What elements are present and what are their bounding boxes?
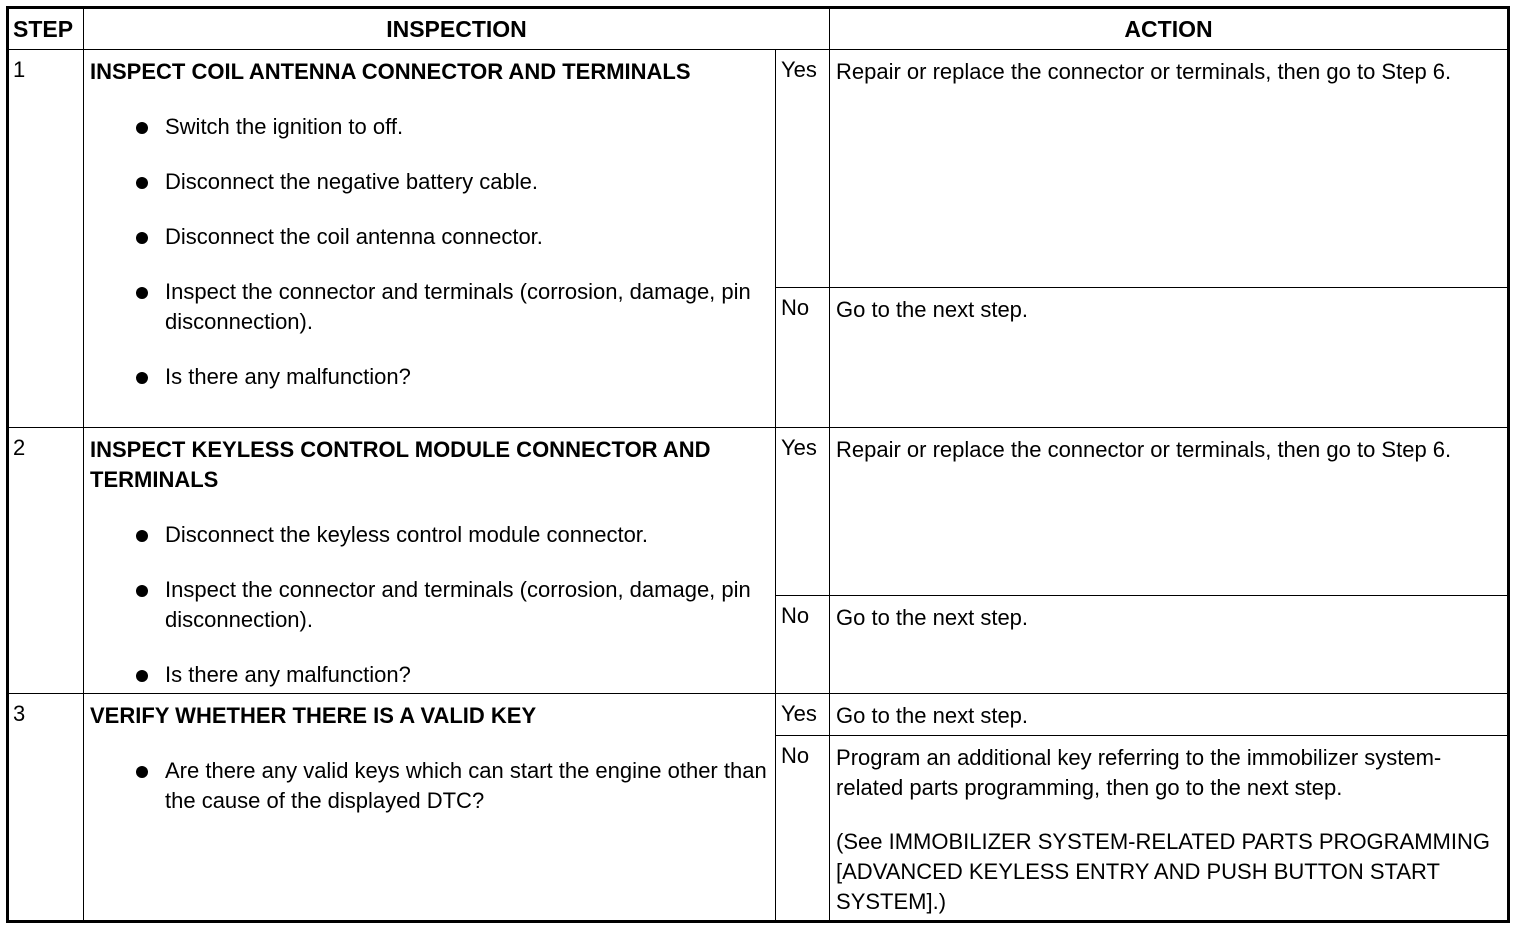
step-title: INSPECT COIL ANTENNA CONNECTOR AND TERMINALS xyxy=(90,59,691,84)
yes-label: Yes xyxy=(776,50,830,288)
step-title: INSPECT KEYLESS CONTROL MODULE CONNECTOR AND TERMINALS xyxy=(90,437,711,492)
inspection-item: Are there any valid keys which can start the engine other than the cause of the displayed DTC? xyxy=(90,756,767,816)
diagnostic-procedure-table xyxy=(6,6,1510,923)
inspection-item: Disconnect the keyless control module connector. xyxy=(90,520,767,550)
inspection-item: Disconnect the coil antenna connector. xyxy=(90,222,767,252)
inspection-item: Inspect the connector and terminals (corrosion, damage, pin disconnection). xyxy=(90,277,767,337)
inspection-item: Is there any malfunction? xyxy=(90,362,767,392)
yes-label: Yes xyxy=(776,694,830,736)
no-label: No xyxy=(776,736,830,922)
step-inspection xyxy=(84,694,776,922)
inspection-list xyxy=(90,520,767,690)
step-3-yes-row xyxy=(8,694,1509,736)
no-action: Program an additional key referring to the immobilizer system-related parts programming, then go to the next step. xyxy=(836,745,1442,800)
inspection-item: Disconnect the negative battery cable. xyxy=(90,167,767,197)
no-action-reference: (See IMMOBILIZER SYSTEM-RELATED PARTS PROGRAMMING [ADVANCED KEYLESS ENTRY AND PUSH BUTTON START SYSTEM].) xyxy=(836,829,1490,914)
no-action: Go to the next step. xyxy=(830,596,1509,694)
inspection-list xyxy=(90,112,767,392)
no-action: Go to the next step. xyxy=(830,288,1509,428)
inspection-item: Is there any malfunction? xyxy=(90,660,767,690)
step-1-yes-row xyxy=(8,50,1509,288)
yes-action: Repair or replace the connector or terminals, then go to Step 6. xyxy=(830,428,1509,596)
table-header-row xyxy=(8,8,1509,50)
inspection-list xyxy=(90,756,767,816)
header-inspection: INSPECTION xyxy=(84,8,830,50)
step-number: 1 xyxy=(8,50,84,428)
no-label: No xyxy=(776,596,830,694)
inspection-item: Inspect the connector and terminals (corrosion, damage, pin disconnection). xyxy=(90,575,767,635)
yes-action: Repair or replace the connector or terminals, then go to Step 6. xyxy=(830,50,1509,288)
yes-action: Go to the next step. xyxy=(830,694,1509,736)
step-inspection xyxy=(84,50,776,428)
no-label: No xyxy=(776,288,830,428)
yes-label: Yes xyxy=(776,428,830,596)
step-number: 2 xyxy=(8,428,84,694)
no-action-cell xyxy=(830,736,1509,922)
inspection-item: Switch the ignition to off. xyxy=(90,112,767,142)
step-inspection xyxy=(84,428,776,694)
step-number: 3 xyxy=(8,694,84,922)
header-step: STEP xyxy=(8,8,84,50)
step-2-yes-row xyxy=(8,428,1509,596)
header-action: ACTION xyxy=(830,8,1509,50)
step-title: VERIFY WHETHER THERE IS A VALID KEY xyxy=(90,703,537,728)
